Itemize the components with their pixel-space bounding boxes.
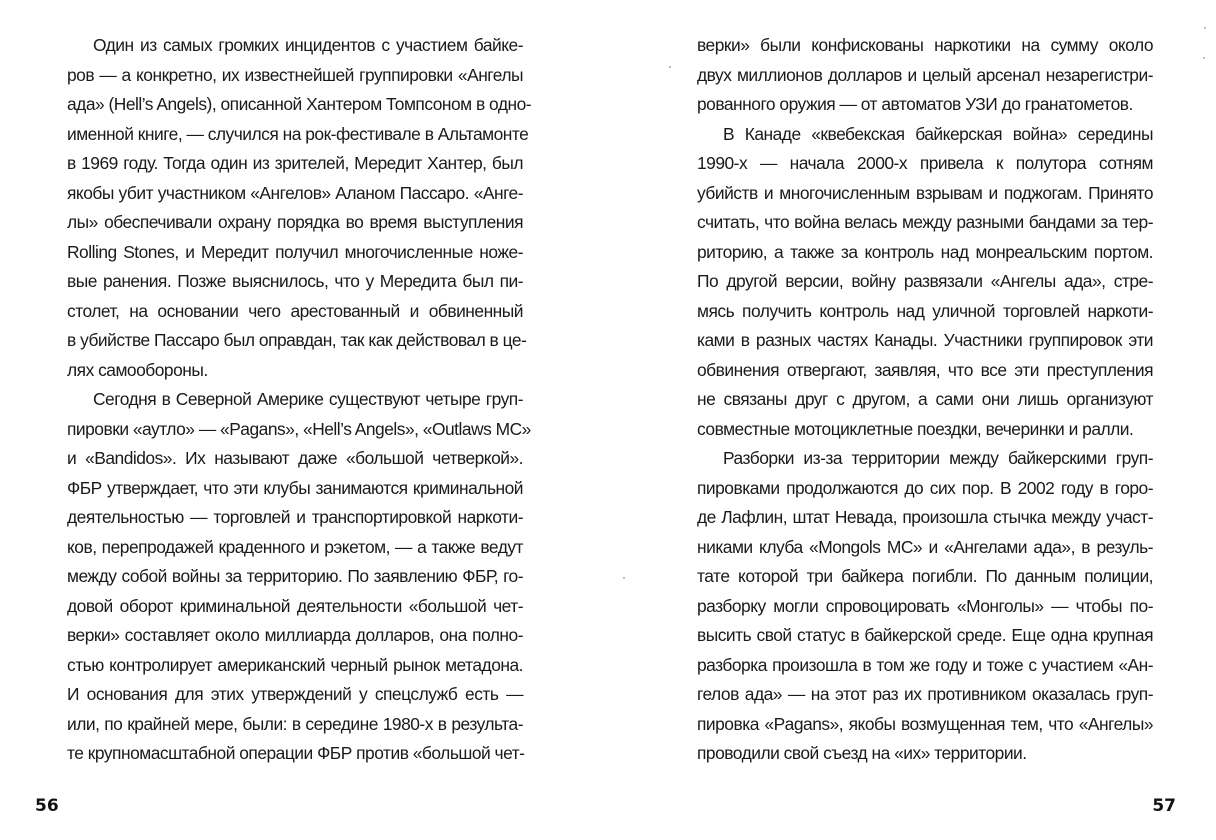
text-line: лы» обеспечивали охрану порядка во время выступления — [67, 212, 523, 232]
text-line: якобы убит участником «Ангелов» Аланом Пассаро. «Анге- — [67, 182, 523, 203]
text-line: разборка произошла в том же году и тоже с участием «Ан- — [697, 654, 1153, 675]
text-line: двух миллионов долларов и целый арсенал незарегистри- — [697, 64, 1153, 85]
text-line: обвинения отвергают, заявляя, что все эти преступления — [697, 359, 1153, 380]
text-line: между собой войны за территорию. По заявлению ФБР, го- — [67, 566, 523, 586]
text-line: довой оборот криминальной деятельности «большой чет- — [67, 595, 523, 616]
text-line: мясь получить контроль над уличной торговлей наркоти- — [697, 300, 1153, 321]
text-line: считать, что война велась между разными бандами за тер- — [697, 212, 1153, 232]
page-number-left: 56 — [35, 796, 59, 816]
scan-speck: · — [1202, 50, 1206, 64]
text-line: Один из самых громких инцидентов с участием байке- — [93, 35, 523, 55]
right-page — [608, 0, 1216, 840]
text-line: тате которой три байкера погибли. По данным полиции, — [697, 566, 1153, 586]
text-line: или, по крайней мере, были: в середине 1980-х в результа- — [67, 713, 523, 734]
text-line: ров — а конкретно, их известнейшей группировки «Ангелы — [67, 64, 523, 85]
text-line: риторию, а также за контроль над монреальским портом. — [697, 241, 1153, 262]
text-line: в убийстве Пассаро был оправдан, так как действовал в це- — [67, 330, 527, 350]
page-number-right: 57 — [1152, 796, 1176, 816]
right-text-column — [697, 31, 1153, 769]
text-line: пировками продолжаются до сих пор. В 2002 году в горо- — [697, 477, 1153, 498]
text-line: проводили свой съезд на «их» территории. — [697, 743, 1027, 763]
text-line: ками в разных частях Канады. Участники группировок эти — [697, 330, 1153, 350]
text-line: столет, на основании чего арестованный и обвиненный — [67, 300, 523, 321]
text-line: деятельностью — торговлей и транспортировкой наркоти- — [67, 507, 523, 527]
scan-speck: · — [622, 570, 626, 584]
text-line: те крупномасштабной операции ФБР против «большой чет- — [67, 743, 525, 763]
text-line: верки» были конфискованы наркотики на сумму около — [697, 35, 1153, 55]
text-line: лях самообороны. — [67, 359, 208, 380]
text-line: пировка «Pagans», якобы возмущенная тем, что «Ангелы» — [697, 713, 1153, 734]
text-line: пировки «аутло» — «Pagans», «Hell’s Angels», «Outlaws MC» — [67, 418, 531, 439]
text-line: разборку могли спровоцировать «Монголы» — чтобы по- — [697, 595, 1153, 616]
text-line: ков, перепродажей краденного и рэкетом, — а также ведут — [67, 536, 523, 557]
text-line: де Лафлин, штат Невада, произошла стычка между участ- — [697, 507, 1153, 527]
text-line: убийств и многочисленным взрывам и поджогам. Принято — [697, 182, 1153, 203]
text-line: именной книге, — случился на рок-фестивале в Альтамонте — [67, 123, 529, 144]
text-line: в 1969 году. Тогда один из зрителей, Мередит Хантер, был — [67, 153, 523, 173]
text-line: совместные мотоциклетные поездки, вечеринки и ралли. — [697, 418, 1134, 439]
text-line: гелов ада» — на этот раз их противником оказалась груп- — [697, 684, 1153, 704]
text-line: рованного оружия — от автоматов УЗИ до гранатометов. — [697, 94, 1133, 114]
left-text-column — [67, 31, 532, 769]
text-line: Rolling Stones, и Мередит получил многочисленные ноже- — [67, 241, 523, 262]
text-line: Разборки из-за территории между байкерскими груп- — [723, 448, 1153, 468]
scan-speck: ˊ — [668, 64, 672, 78]
text-line: 1990-х — начала 2000-х привела к полутора сотням — [697, 153, 1153, 173]
text-line: никами клуба «Mongols MC» и «Ангелами ада», в резуль- — [697, 536, 1153, 557]
text-line: не связаны друг с другом, а сами они лишь организуют — [697, 389, 1153, 409]
text-line: стью контролирует американский черный рынок метадона. — [67, 654, 523, 675]
text-line: И основания для этих утверждений у спецслужб есть — — [67, 684, 523, 704]
text-line: ада» (Hell’s Angels), описанной Хантером Томпсоном в одно- — [67, 94, 532, 114]
text-line: высить свой статус в байкерской среде. Еще одна крупная — [697, 625, 1153, 645]
text-line: верки» составляет около миллиарда долларов, она полно- — [67, 625, 523, 645]
text-line: ФБР утверждает, что эти клубы занимаются криминальной — [67, 477, 523, 498]
text-line: и «Bandidos». Их называют даже «большой четверкой». — [67, 448, 523, 468]
scan-speck: · — [1203, 20, 1207, 34]
text-line: По другой версии, войну развязали «Ангелы ада», стре- — [697, 271, 1153, 291]
text-line: Сегодня в Северной Америке существуют четыре груп- — [93, 389, 523, 409]
text-line: вые ранения. Позже выяснилось, что у Мередита был пи- — [67, 271, 523, 291]
text-line: В Канаде «квебекская байкерская война» середины — [723, 123, 1153, 144]
